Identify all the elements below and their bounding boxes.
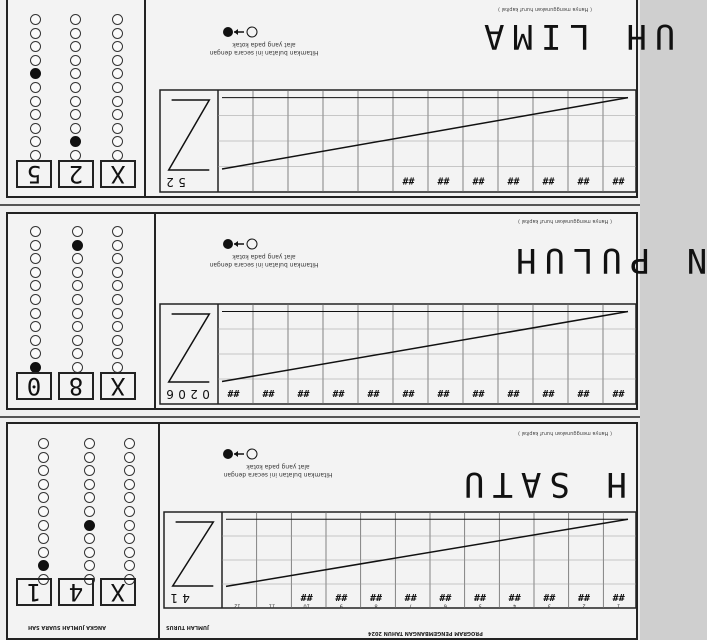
instruction-text: Hitamkan bulatan ini secara dengan alat yang pada kotak bbox=[223, 463, 333, 478]
answer-digit-box[interactable]: 5 bbox=[16, 160, 52, 188]
grid-column-number: 5 bbox=[478, 602, 482, 609]
answer-digit-box[interactable]: X bbox=[100, 372, 136, 400]
row-number: 0 bbox=[202, 387, 210, 401]
answer-bubble[interactable] bbox=[38, 465, 49, 476]
tally-mark: ## bbox=[472, 386, 485, 398]
tally-mark: ## bbox=[472, 174, 485, 186]
answer-bubble[interactable] bbox=[70, 68, 81, 79]
answer-bubble[interactable] bbox=[30, 226, 41, 237]
answer-bubble[interactable] bbox=[30, 308, 41, 319]
tally-strip-3 bbox=[6, 422, 638, 640]
tally-strip-1 bbox=[6, 0, 676, 198]
answer-bubble[interactable] bbox=[112, 240, 123, 251]
grid-column-number: 12 bbox=[234, 602, 241, 609]
tally-mark: ## bbox=[612, 591, 625, 602]
answer-bubble[interactable] bbox=[70, 28, 81, 39]
tally-mark: ## bbox=[404, 591, 417, 602]
filled-answer-bubble[interactable] bbox=[38, 560, 49, 571]
tally-mark: ## bbox=[577, 386, 590, 398]
footer-title: PROGRAM PENGEMBANGAN TAHUN 2024 bbox=[368, 630, 483, 636]
answer-bubble[interactable] bbox=[84, 533, 95, 544]
filled-answer-bubble[interactable] bbox=[84, 520, 95, 531]
answer-bubble[interactable] bbox=[70, 55, 81, 66]
grid-column-number: 1 bbox=[617, 602, 621, 609]
tally-mark: ## bbox=[402, 386, 415, 398]
answer-bubble[interactable] bbox=[84, 560, 95, 571]
answer-bubble[interactable] bbox=[72, 335, 83, 346]
tally-mark: ## bbox=[507, 386, 520, 398]
answer-bubble[interactable] bbox=[30, 136, 41, 147]
tally-mark: ## bbox=[612, 386, 625, 398]
answer-digit-box[interactable]: 4 bbox=[58, 578, 94, 606]
answer-bubble[interactable] bbox=[72, 280, 83, 291]
answer-bubble[interactable] bbox=[124, 452, 135, 463]
answer-bubble[interactable] bbox=[72, 308, 83, 319]
answer-bubble[interactable] bbox=[72, 348, 83, 359]
answer-bubble[interactable] bbox=[112, 41, 123, 52]
answer-bubble[interactable] bbox=[112, 14, 123, 25]
answer-bubble[interactable] bbox=[72, 321, 83, 332]
tally-grid bbox=[160, 86, 638, 200]
answer-bubble[interactable] bbox=[70, 41, 81, 52]
handwritten-number-word: UH LIMA bbox=[476, 16, 676, 56]
number-column-z-mark bbox=[169, 100, 210, 170]
tally-mark: ## bbox=[577, 591, 591, 602]
tally-grid bbox=[164, 508, 638, 616]
grid-column-number: 7 bbox=[409, 602, 413, 609]
answer-bubble[interactable] bbox=[30, 28, 41, 39]
footer-total-label: ANGKA JUMLAH SUARA SAH bbox=[28, 624, 107, 630]
instruction-text: Hitamkan bulatan ini secara dengan alat yang pada kotak bbox=[209, 41, 319, 56]
answer-bubble[interactable] bbox=[70, 109, 81, 120]
answer-bubble[interactable] bbox=[30, 321, 41, 332]
tally-mark: ## bbox=[262, 386, 275, 398]
answer-bubble[interactable] bbox=[84, 547, 95, 558]
answer-bubble[interactable] bbox=[84, 465, 95, 476]
tally-mark: ## bbox=[437, 386, 450, 398]
answer-bubble-grid bbox=[8, 4, 148, 154]
grid-column-number: 9 bbox=[339, 602, 343, 609]
grid-column-number: 2 bbox=[582, 602, 586, 609]
answer-bubble[interactable] bbox=[38, 547, 49, 558]
row-number: 2 bbox=[166, 175, 174, 189]
answer-bubble[interactable] bbox=[124, 560, 135, 571]
answer-bubble[interactable] bbox=[112, 226, 123, 237]
answer-bubble[interactable] bbox=[112, 28, 123, 39]
answer-bubble[interactable] bbox=[84, 452, 95, 463]
answer-bubble[interactable] bbox=[30, 280, 41, 291]
row-number: 5 bbox=[178, 175, 186, 189]
bubble-column-hundreds bbox=[30, 226, 44, 376]
strip-divider bbox=[0, 204, 640, 206]
answer-bubble[interactable] bbox=[84, 479, 95, 490]
answer-bubble[interactable] bbox=[124, 520, 135, 531]
tally-mark: ## bbox=[577, 174, 590, 186]
answer-bubble[interactable] bbox=[38, 479, 49, 490]
tally-mark: ## bbox=[227, 386, 240, 398]
row-number: 4 bbox=[182, 591, 190, 605]
number-column-z-mark bbox=[169, 314, 210, 382]
answer-bubble[interactable] bbox=[112, 321, 123, 332]
answer-digit-box[interactable]: X bbox=[100, 578, 136, 606]
grid-column-number: 10 bbox=[303, 602, 310, 609]
answer-bubble[interactable] bbox=[112, 280, 123, 291]
row-number: 6 bbox=[166, 387, 174, 401]
fill-bubble-example-icon bbox=[222, 24, 262, 38]
answer-bubble[interactable] bbox=[112, 267, 123, 278]
bubble-column-tens bbox=[70, 14, 84, 164]
answer-bubble[interactable] bbox=[30, 41, 41, 52]
bubble-column-tens bbox=[72, 226, 86, 376]
bubble-column-units bbox=[112, 14, 126, 164]
tally-mark: ## bbox=[297, 386, 310, 398]
answer-bubble[interactable] bbox=[112, 136, 123, 147]
answer-bubble[interactable] bbox=[112, 109, 123, 120]
tally-mark: ## bbox=[369, 591, 383, 602]
tally-mark: ## bbox=[542, 174, 555, 186]
answer-digit-box[interactable]: 2 bbox=[58, 160, 94, 188]
answer-bubble[interactable] bbox=[72, 226, 83, 237]
answer-bubble[interactable] bbox=[124, 492, 135, 503]
answer-digit-box[interactable]: 1 bbox=[16, 578, 52, 606]
answer-bubble[interactable] bbox=[112, 253, 123, 264]
handwritten-number-word: H SATU bbox=[456, 464, 627, 504]
cancel-strike-line bbox=[222, 312, 628, 382]
answer-bubble[interactable] bbox=[70, 96, 81, 107]
fill-bubble-example-icon bbox=[222, 236, 262, 250]
tally-mark: ## bbox=[439, 591, 452, 602]
answer-bubble[interactable] bbox=[124, 547, 135, 558]
column-divider bbox=[154, 214, 156, 410]
answer-bubble-grid bbox=[8, 428, 148, 578]
answer-bubble[interactable] bbox=[30, 55, 41, 66]
answer-bubble[interactable] bbox=[84, 506, 95, 517]
handwritten-number-word: N PULUH bbox=[508, 240, 707, 280]
answer-bubble[interactable] bbox=[38, 492, 49, 503]
answer-bubble[interactable] bbox=[112, 308, 123, 319]
caption-text: ( Hanya menggunakan huruf kapital ) bbox=[498, 6, 592, 12]
tally-grid bbox=[160, 300, 638, 412]
answer-bubble[interactable] bbox=[38, 533, 49, 544]
answer-bubble[interactable] bbox=[84, 492, 95, 503]
answer-bubble[interactable] bbox=[30, 109, 41, 120]
strip-divider bbox=[0, 416, 640, 418]
answer-bubble[interactable] bbox=[112, 348, 123, 359]
filled-answer-bubble[interactable] bbox=[70, 136, 81, 147]
answer-boxes bbox=[16, 160, 144, 192]
caption-text: ( Hanya menggunakan huruf kapital ) bbox=[518, 218, 612, 224]
tally-mark: ## bbox=[612, 174, 625, 186]
answer-bubble[interactable] bbox=[30, 348, 41, 359]
answer-bubble[interactable] bbox=[112, 335, 123, 346]
bubble-column-hundreds bbox=[30, 14, 44, 164]
answer-bubble[interactable] bbox=[70, 82, 81, 93]
cancel-strike-line bbox=[226, 519, 628, 586]
answer-bubble[interactable] bbox=[30, 123, 41, 134]
answer-boxes bbox=[16, 578, 144, 610]
tally-mark: ## bbox=[335, 591, 348, 602]
column-divider bbox=[158, 424, 160, 640]
answer-bubble[interactable] bbox=[124, 438, 135, 449]
answer-bubble[interactable] bbox=[30, 240, 41, 251]
answer-bubble[interactable] bbox=[112, 82, 123, 93]
tally-mark: ## bbox=[508, 591, 521, 602]
bubble-column-units bbox=[112, 226, 126, 376]
answer-bubble[interactable] bbox=[38, 438, 49, 449]
bubble-column-units bbox=[124, 438, 138, 588]
answer-digit-box[interactable]: X bbox=[100, 160, 136, 188]
column-divider bbox=[144, 0, 146, 198]
row-number: 0 bbox=[178, 387, 186, 401]
filled-answer-bubble[interactable] bbox=[72, 240, 83, 251]
answer-bubble[interactable] bbox=[124, 479, 135, 490]
tally-mark: ## bbox=[543, 591, 556, 602]
answer-bubble[interactable] bbox=[30, 267, 41, 278]
answer-bubble[interactable] bbox=[112, 123, 123, 134]
grid-column-number: 11 bbox=[268, 602, 276, 609]
answer-bubble[interactable] bbox=[30, 82, 41, 93]
bubble-column-tens bbox=[84, 438, 98, 588]
tally-mark: ## bbox=[473, 591, 487, 602]
answer-bubble[interactable] bbox=[72, 267, 83, 278]
footer-tally-label: JUMLAH TURUS bbox=[166, 624, 209, 630]
answer-bubble[interactable] bbox=[124, 506, 135, 517]
grid-column-number: 6 bbox=[443, 602, 447, 609]
answer-bubble[interactable] bbox=[70, 123, 81, 134]
tally-mark: ## bbox=[367, 386, 380, 398]
answer-bubble-grid bbox=[8, 216, 148, 366]
answer-bubble[interactable] bbox=[112, 294, 123, 305]
tally-mark: ## bbox=[437, 174, 450, 186]
answer-bubble[interactable] bbox=[112, 96, 123, 107]
answer-bubble[interactable] bbox=[30, 14, 41, 25]
fill-bubble-example-icon bbox=[222, 446, 262, 460]
tally-mark: ## bbox=[332, 386, 345, 398]
answer-bubble[interactable] bbox=[84, 438, 95, 449]
number-column-z-mark bbox=[173, 522, 214, 586]
answer-bubble[interactable] bbox=[112, 68, 123, 79]
answer-bubble[interactable] bbox=[30, 253, 41, 264]
answer-bubble[interactable] bbox=[124, 465, 135, 476]
bubble-column-hundreds bbox=[38, 438, 52, 588]
answer-bubble[interactable] bbox=[30, 96, 41, 107]
answer-bubble[interactable] bbox=[30, 294, 41, 305]
answer-bubble[interactable] bbox=[38, 506, 49, 517]
tally-strip-2 bbox=[6, 212, 707, 410]
tally-mark: ## bbox=[507, 174, 520, 186]
row-number: 2 bbox=[190, 387, 198, 401]
tally-mark: ## bbox=[300, 591, 313, 602]
cancel-strike-line bbox=[222, 98, 628, 169]
answer-bubble[interactable] bbox=[72, 294, 83, 305]
tally-mark: ## bbox=[542, 386, 555, 398]
answer-bubble[interactable] bbox=[112, 55, 123, 66]
caption-text: ( Hanya menggunakan huruf kapital ) bbox=[518, 430, 612, 436]
answer-bubble[interactable] bbox=[38, 520, 49, 531]
grid-column-number: 3 bbox=[547, 602, 551, 609]
grid-column-number: 4 bbox=[513, 602, 517, 609]
row-number: 1 bbox=[170, 591, 178, 605]
filled-answer-bubble[interactable] bbox=[30, 68, 41, 79]
tally-mark: ## bbox=[402, 174, 415, 186]
answer-digit-box[interactable]: 8 bbox=[58, 372, 94, 400]
instruction-text: Hitamkan bulatan ini secara dengan alat yang pada kotak bbox=[209, 253, 319, 268]
answer-bubble[interactable] bbox=[124, 533, 135, 544]
answer-bubble[interactable] bbox=[38, 452, 49, 463]
grid-column-number: 8 bbox=[374, 602, 378, 609]
answer-bubble[interactable] bbox=[30, 335, 41, 346]
answer-boxes bbox=[16, 372, 144, 404]
answer-digit-box[interactable]: 0 bbox=[16, 372, 52, 400]
answer-bubble[interactable] bbox=[70, 14, 81, 25]
answer-bubble[interactable] bbox=[72, 253, 83, 264]
